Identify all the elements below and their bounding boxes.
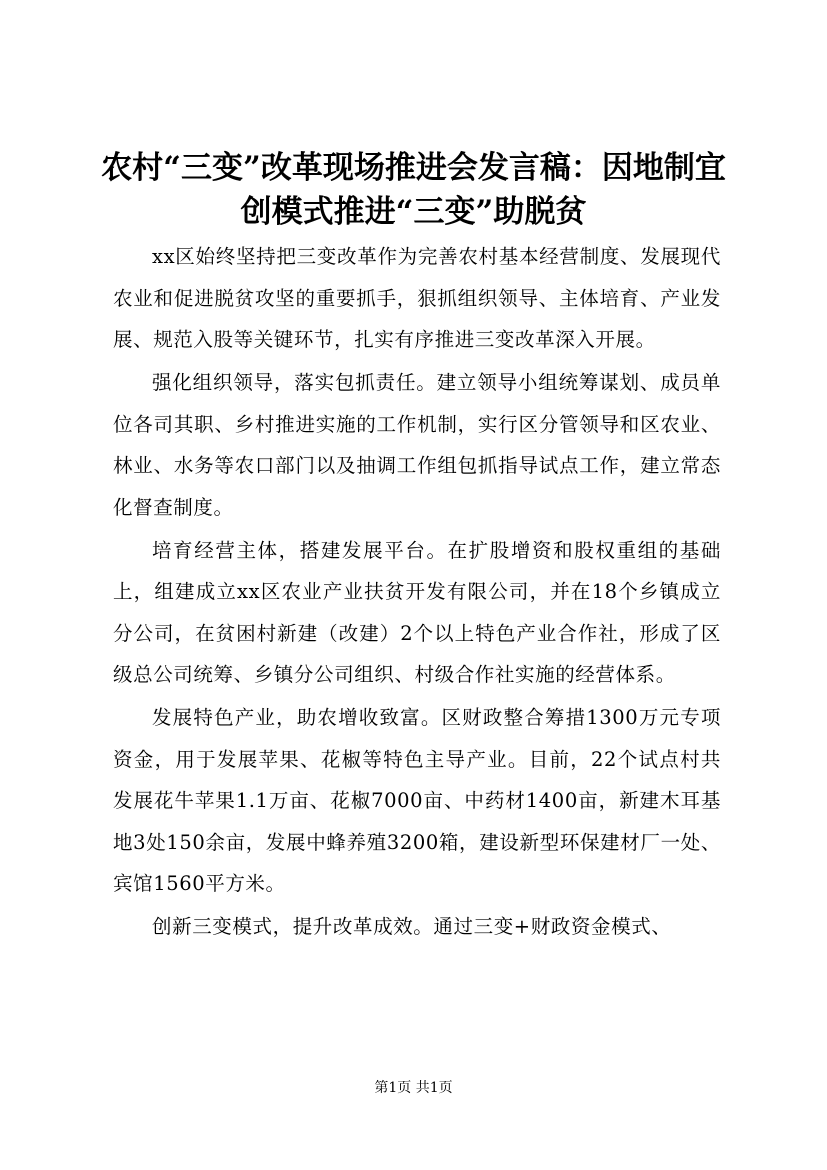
document-title: 农村“三变”改革现场推进会发言稿：因地制宜创模式推进“三变”助脱贫 (101, 150, 726, 230)
paragraph-intro: xx区始终坚持把三变改革作为完善农村基本经营制度、发展现代农业和促进脱贫攻坚的重要抓手，狠抓组织领导、主体培育、产业发展、规范入股等关键环节，扎实有序推进三变改革深入开展。 (113, 245, 721, 351)
paragraph-entities: 培育经营主体，搭建发展平台。在扩股增资和股权重组的基础上，组建成立xx区农业产业扶贫开发有限公司，并在18个乡镇成立分公司，在贫困村新建（改建）2个以上特色产业合作社，形成了区级总公司统筹、乡镇分公司组织、村级合作社实施的经营体系。 (113, 538, 721, 686)
document-body (113, 236, 721, 949)
page-number-footer: 第1页 共1页 (374, 1080, 453, 1096)
paragraph-industry: 发展特色产业，助农增收致富。区财政整合筹措1300万元专项资金，用于发展苹果、花椒等特色主导产业。目前，22个试点村共发展花牛苹果1.1万亩、花椒7000亩、中药材1400亩，新建木耳基地3处150余亩，发展中蜂养殖3200箱，建设新型环保建材厂一处、宾馆1560平方米。 (113, 706, 721, 895)
paragraph-organization: 强化组织领导，落实包抓责任。建立领导小组统筹谋划、成员单位各司其职、乡村推进实施的工作机制，实行区分管领导和区农业、林业、水务等农口部门以及抽调工作组包抓指导试点工作，建立常态化督查制度。 (113, 371, 721, 519)
paragraph-innovation: 创新三变模式，提升改革成效。通过三变+财政资金模式、 (152, 915, 672, 938)
